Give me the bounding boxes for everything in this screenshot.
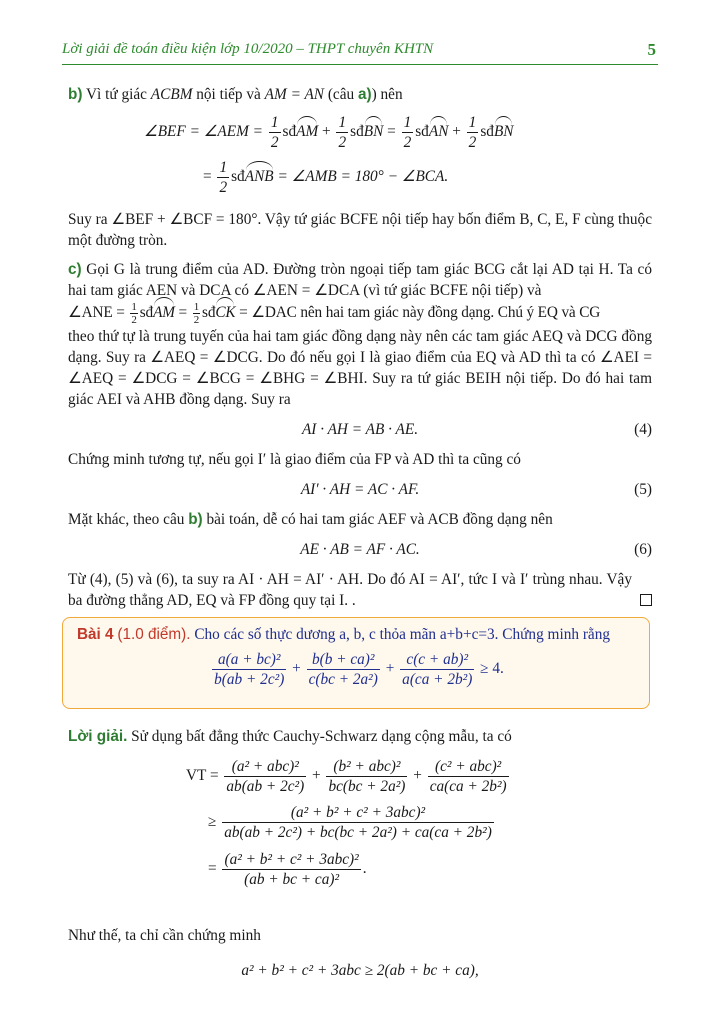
part-c-text-5	[68, 569, 652, 611]
equation-6	[68, 539, 652, 560]
math: ACBM	[150, 86, 193, 103]
equation-number: (4)	[634, 421, 652, 438]
part-c-text-1	[68, 259, 652, 301]
text: Cho các số thực dương a, b, c thỏa mãn a+b+c=3. Chứng minh rằng	[190, 626, 611, 643]
fraction: $\frac{1}{2}$	[131, 301, 137, 326]
solution-intro	[68, 726, 652, 747]
term-1: $\frac{\text{(a² + abc)²}}{\text{ab(ab + 2c²)}}$	[226, 758, 305, 795]
solution-derivation	[68, 757, 652, 899]
text: sđ	[231, 168, 245, 186]
text: sđ	[415, 123, 429, 141]
equation-5	[68, 479, 652, 500]
main-content	[68, 84, 652, 611]
text: = ∠DAC nên hai tam giác này đồng dạng. Chú ý EQ và CG	[235, 304, 601, 322]
term-3: $\frac{\text{(c² + abc)²}}{\text{ca(ca + 2b²)}}$	[429, 758, 507, 795]
solution-label: Lời giải.	[68, 728, 128, 745]
arc-anb: ANB	[244, 168, 274, 186]
text: Gọi G là trung điểm của AD. Đường tròn ngoại tiếp tam giác BCG cắt lại AD tại H. Ta có hai tam giác AEN và DCA có ∠AEN = ∠DCA (vì tứ giác BCFE nội tiếp) và	[68, 261, 652, 299]
text: sđ	[282, 123, 297, 141]
text: nội tiếp và	[192, 86, 265, 103]
arc-bn: BN	[493, 123, 514, 141]
final-inequality	[68, 960, 652, 981]
op: +	[413, 767, 422, 785]
fraction: $\frac{1}{2}$	[270, 114, 279, 151]
problem-4-box	[62, 617, 650, 709]
text: Từ (4), (5) và (6), ta suy ra AI · AH = AI′ · AH. Do đó AI = AI′, tức I và I′ trùng nhau. Vậy ba đường thẳng AD, EQ và FP đồng quy tại I. .	[68, 571, 632, 609]
derivation-line-2	[208, 803, 496, 842]
page-header	[62, 38, 658, 65]
ref-a: a)	[357, 86, 372, 103]
arc-ck: CK	[215, 304, 236, 322]
text: Mặt khác, theo câu	[68, 511, 189, 528]
page-number: 5	[647, 40, 656, 59]
math: ∠BEF = ∠AEM =	[144, 123, 267, 141]
fraction: $\frac{1}{2}$	[403, 114, 412, 151]
derivation-line-1	[186, 757, 511, 796]
equation-number: (5)	[634, 481, 652, 498]
text: .	[362, 860, 367, 878]
text: bài toán, dễ có hai tam giác AEF và ACB đồng dạng nên	[202, 511, 553, 528]
math: AI′ · AH = AC · AF.	[300, 481, 420, 498]
big-fraction: $\frac{\text{(a² + b² + c² + 3abc)²}}{\text{ab(ab + 2c²) + bc(bc + 2a²) + ca(ca + 2b²)}}$	[224, 804, 492, 841]
arc-am: AM	[153, 304, 175, 322]
op: =	[174, 304, 191, 322]
text: sđ	[139, 304, 154, 322]
math: AI · AH = AB · AE.	[301, 421, 419, 438]
math: a² + b² + c² + 3abc ≥ 2(ab + bc + ca),	[241, 962, 479, 979]
final-fraction: $\frac{\text{(a² + b² + c² + 3abc)²}}{\text{(ab + bc + ca)²}}$	[224, 851, 359, 888]
arc-bn: BN	[363, 123, 384, 141]
fraction: $\frac{1}{2}$	[219, 159, 228, 196]
vt: VT =	[186, 767, 219, 785]
problem-4-inequality	[77, 650, 637, 689]
math: ∠ANE =	[68, 304, 129, 322]
op: =	[383, 123, 400, 141]
solution-need: Như thế, ta chỉ cần chứng minh	[68, 927, 261, 944]
op: +	[312, 767, 321, 785]
part-b-conclusion: Suy ra ∠BEF + ∠BCF = 180°. Vậy tứ giác BCFE nội tiếp hay bốn điểm B, C, E, F cùng thuộc một đường tròn.	[68, 211, 652, 249]
text: sđ	[202, 304, 216, 322]
part-b-intro	[68, 84, 652, 105]
part-b-label: b)	[68, 86, 83, 103]
problem-4-statement	[77, 626, 637, 644]
text: Vì tứ giác	[82, 86, 151, 103]
op: +	[292, 660, 301, 678]
op: =	[208, 860, 217, 878]
solution-section	[68, 726, 652, 990]
op: +	[448, 123, 465, 141]
equation-bef	[68, 113, 652, 203]
problem-points: (1.0 điểm).	[117, 626, 191, 643]
fraction-1: $\frac{\text{a(a + bc)²}}{\text{b(ab + 2c²)}}$	[214, 651, 285, 688]
equation-number: (6)	[634, 541, 652, 558]
fraction-2: $\frac{\text{b(b + ca)²}}{\text{c(bc + 2a²)}}$	[308, 651, 378, 688]
fraction-3: $\frac{\text{c(c + ab)²}}{\text{a(ca + 2b²)}}$	[402, 651, 473, 688]
problem-4-inner	[77, 626, 637, 689]
equation-4	[68, 419, 652, 440]
math: AE · AB = AF · AC.	[300, 541, 420, 558]
header-title: Lời giải đề toán điều kiện lớp 10/2020 – THPT chuyên KHTN	[62, 41, 434, 57]
term-2: $\frac{\text{(b² + abc)²}}{\text{bc(bc + 2a²)}}$	[328, 758, 406, 795]
math: AM = AN	[264, 86, 324, 103]
text: (câu	[324, 86, 358, 103]
part-c-text-2: theo thứ tự là trung tuyến của hai tam giác đồng dạng này nên các tam giác AEQ và DCG đồng dạng. Suy ra ∠AEQ = ∠DCG. Do đó nếu gọi I là giao điểm của EQ và AD thì ta có ∠AEI = ∠AEQ = ∠DCG = ∠BCG = ∠BHG = ∠BHI. Suy ra tứ giác BEIH nội tiếp. Do đó hai tam giác AEI và AHB đồng dạng. Suy ra	[68, 328, 652, 408]
part-c-ane-line	[68, 301, 652, 326]
problem-title: Bài 4	[77, 626, 114, 643]
arc-an: AN	[428, 123, 449, 141]
op: ≥	[208, 813, 217, 831]
eq-line-1	[144, 113, 513, 155]
math: = ∠AMB = 180° − ∠BCA.	[273, 168, 449, 186]
math: ≥ 4.	[480, 660, 504, 678]
part-c-text-4	[68, 509, 652, 530]
text: sđ	[480, 123, 494, 141]
eq-line-2	[203, 158, 448, 200]
part-c-text-3: Chứng minh tương tự, nếu gọi I′ là giao điểm của FP và AD thì ta cũng có	[68, 451, 521, 468]
op: +	[318, 123, 335, 141]
text: ) nên	[371, 86, 403, 103]
fraction: $\frac{1}{2}$	[468, 114, 477, 151]
fraction: $\frac{1}{2}$	[338, 114, 347, 151]
part-c-label: c)	[68, 261, 82, 278]
text: Sử dụng bất đẳng thức Cauchy-Schwarz dạng cộng mẫu, ta có	[127, 728, 512, 745]
op: =	[203, 168, 216, 186]
text: sđ	[350, 123, 364, 141]
arc-am: AM	[296, 123, 319, 141]
ref-b: b)	[188, 511, 203, 528]
derivation-line-3	[208, 850, 367, 889]
op: +	[385, 660, 395, 678]
qed-square-icon	[640, 594, 652, 606]
fraction: $\frac{1}{2}$	[193, 301, 200, 326]
